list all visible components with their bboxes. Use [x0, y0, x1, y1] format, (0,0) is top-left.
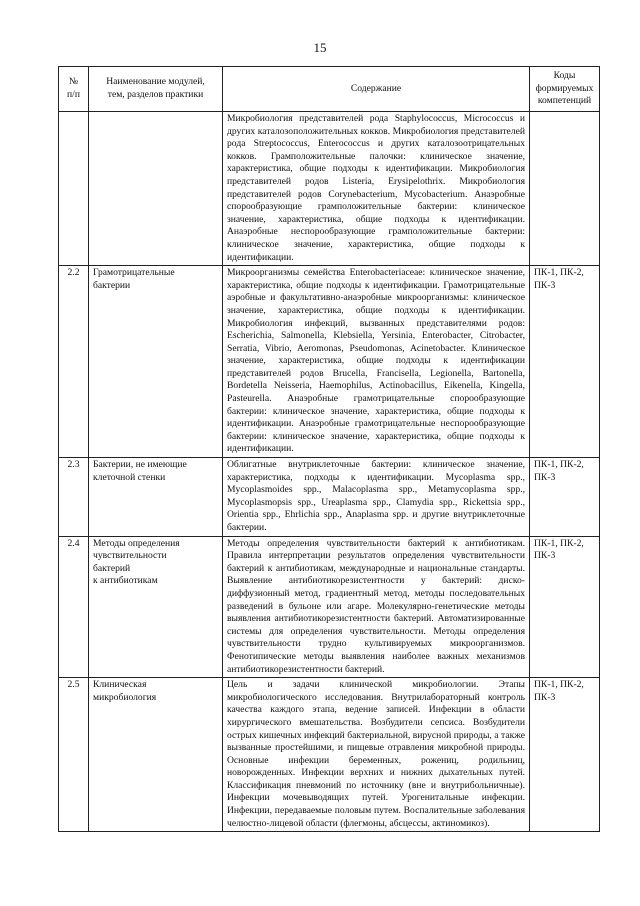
row-codes [530, 112, 600, 266]
table-row [59, 112, 600, 266]
row-number: 2.5 [59, 678, 89, 832]
table-row [59, 458, 600, 537]
header-content: Содержание [223, 67, 530, 112]
row-module: Методы определения чувствительности бактерий к антибиотикам [89, 536, 223, 678]
row-codes: ПК-1, ПК-2, ПК-3 [530, 536, 600, 678]
row-number: 2.4 [59, 536, 89, 678]
table-row [59, 536, 600, 678]
header-module: Наименование модулей, тем, разделов практики [89, 67, 223, 112]
table-row [59, 678, 600, 832]
row-content: Микроорганизмы семейства Enterobacteriaceae: клиническое значение, характеристика, общие подходы к идентификации. Грамотрицательные аэробные и факультативно-анаэробные микроорганизмы: клиническое значение, характеристика, общие подходы к идентификации. Микробиология инфекций, вызванных представителями родов: Escherichia, Salmonella, Klebsiella, Yersinia, Enterobacter, Citrobacter, Serratia, Vibrio, Aeromonas, Pseudomonas, Acinetobacter. Клиническое значение, характеристика, общие подходы к идентификации представителей родов Brucella, Francisella, Legionella, Bartonella, Bordetella Neisseria, Haemophilus, Actinobacillus, Eikenella, Kingella, Pasteurella. Анаэробные грамотрицательные спорообразующие бактерии: клиническое значение, характеристика, общие подходы к идентификации. Анаэробные грамотрицательные неспорообразующие бактерии: клиническое значение, характеристика, общие подходы к идентификации. [223, 266, 530, 458]
row-module [89, 112, 223, 266]
row-module: Клиническая микробиология [89, 678, 223, 832]
row-content: Облигатные внутриклеточные бактерии: клиническое значение, характеристика, подходы к идентификации. Mycoplasma spp., Mycoplasmoides spp., Malacoplasma spp., Metamycoplasma spp., Mycoplasmopsis spp., Ureaplasma spp., Clamydia spp., Rickettsia spp., Orientia spp., Ehrlichia spp., Anaplasma spp. и другие внутриклеточные бактерии. [223, 458, 530, 537]
header-codes: Коды формируемых компетенций [530, 67, 600, 112]
row-content: Методы определения чувствительности бактерий к антибиотикам. Правила интерпретации результатов определения чувствительности бактерий к антибиотикам, международные и национальные стандарты. Выявление антибиотикорезистентности у бактерий: диско-диффузионный метод, градиентный метод, методы последовательных разведений в бульоне или агаре. Молекулярно-генетические методы выявления антибиотикорезистентности бактерий. Автоматизированные системы для определения чувствительности. Методы определения чувствительности трудно культивируемых микроорганизмов. Фенотипические методы выявления наиболее важных механизмов антибиотикорезистентности бактерий. [223, 536, 530, 678]
row-content: Цель и задачи клинической микробиологии. Этапы микробиологического исследования. Внутрилабораторный контроль качества каждого этапа, ведение записей. Инфекции в области хирургического вмешательства. Возбудители сепсиса. Возбудители острых кишечных инфекций бактериальной, вирусной природы, а также вызванные простейшими, и пищевые отравления микробной природы. Основные инфекции беременных, рожениц, родильниц, новорожденных. Инфекции верхних и нижних дыхательных путей. Классификация пневмоний по источнику (вне и внутрибольничные). Инфекции мочевыводящих путей. Урогенитальные инфекции. Инфекции, передаваемые половым путем. Воспалительные заболевания челюстно-лицевой области (флегмоны, абсцессы, актиномикоз). [223, 678, 530, 832]
page-number: 15 [313, 40, 327, 55]
table-header-row [59, 67, 600, 112]
table-row [59, 266, 600, 458]
row-module: Грамотрицательные бактерии [89, 266, 223, 458]
curriculum-table [58, 66, 600, 832]
row-number: 2.3 [59, 458, 89, 537]
row-codes: ПК-1, ПК-2, ПК-3 [530, 458, 600, 537]
row-number [59, 112, 89, 266]
row-number: 2.2 [59, 266, 89, 458]
header-number: № п/п [59, 67, 89, 112]
row-content: Микробиология представителей рода Staphylococcus, Micrococcus и других каталозоположительных кокков. Микробиология представителей рода Streptococcus, Enterococcus и других каталозоотрицательных кокков. Грамположительные палочки: клиническое значение, характеристика, общие подходы к идентификации. Микробиология представителей родов Listeria, Erysipelothrix. Микробиология представителей родов Corynebacterium, Mycobacterium. Анаэробные спорообразующие грамположительные бактерии: клиническое значение, характеристика, общие подходы к идентификации. Анаэробные неспорообразующие грамположительные бактерии: клиническое значение, характеристика, общие подходы к идентификации. [223, 112, 530, 266]
row-codes: ПК-1, ПК-2, ПК-3 [530, 266, 600, 458]
row-module: Бактерии, не имеющие клеточной стенки [89, 458, 223, 537]
row-codes: ПК-1, ПК-2, ПК-3 [530, 678, 600, 832]
